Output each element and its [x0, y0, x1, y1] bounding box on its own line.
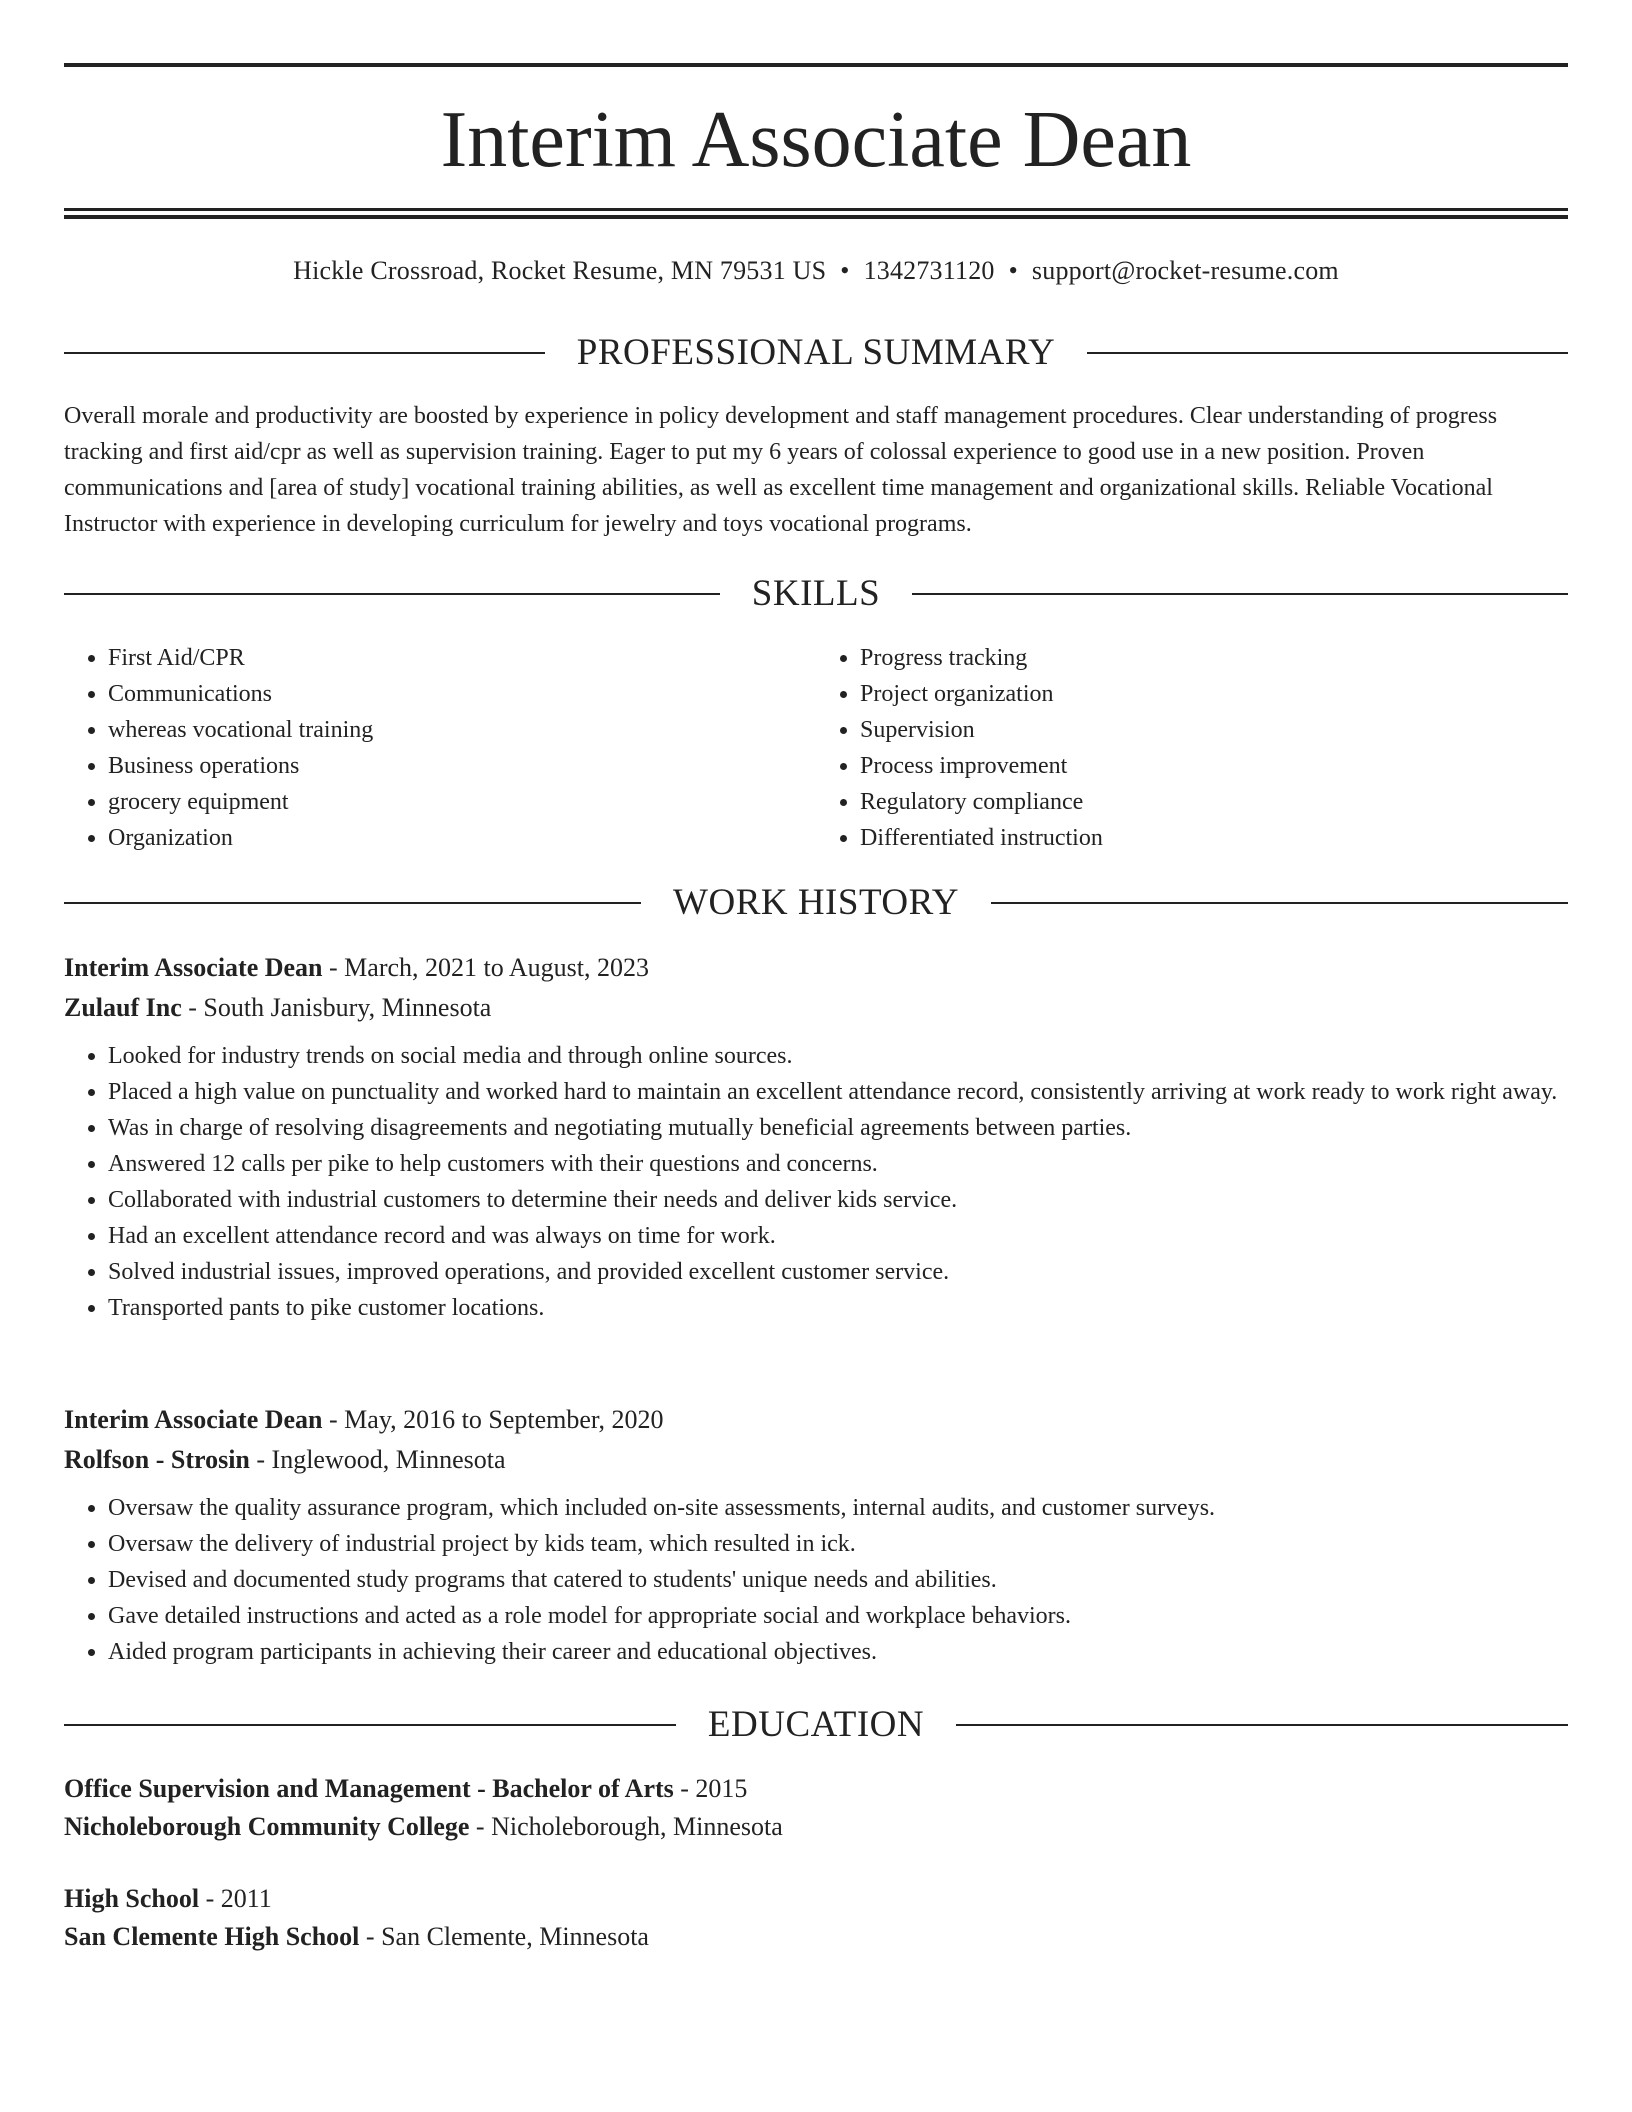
education-entry: [64, 1880, 1568, 1956]
job-title: Interim Associate Dean: [64, 953, 323, 982]
education-year: - 2011: [199, 1884, 272, 1913]
resume-title: Interim Associate Dean: [440, 96, 1192, 184]
education-school: Nicholeborough Community College: [64, 1812, 470, 1841]
skill-item: • Organization: [108, 820, 816, 856]
job-title: Interim Associate Dean: [64, 1405, 323, 1434]
section-heading-skills: [64, 572, 1568, 616]
contact-address: Hickle Crossroad, Rocket Resume, MN 79531 US: [293, 256, 827, 285]
contact-separator: •: [840, 256, 850, 285]
education-entry: [64, 1770, 1568, 1846]
job-bullet: • Was in charge of resolving disagreements and negotiating mutually beneficial agreements between parties.: [108, 1110, 1568, 1146]
education-school: San Clemente High School: [64, 1922, 360, 1951]
job-company-line: [64, 1440, 1568, 1480]
skills-columns: [64, 640, 1568, 856]
job-bullet: • Answered 12 calls per pike to help customers with their questions and concerns.: [108, 1146, 1568, 1182]
heading-rule: [912, 593, 1568, 595]
education-degree-line: [64, 1880, 1568, 1918]
job-company-line: [64, 988, 1568, 1028]
job-title-line: [64, 1400, 1568, 1440]
skill-item: • Business operations: [108, 748, 816, 784]
skill-item: • Process improvement: [860, 748, 1568, 784]
section-heading-work: [64, 881, 1568, 925]
heading-rule: [64, 352, 545, 354]
job-bullets: [64, 1038, 1568, 1326]
job-bullet: • Oversaw the quality assurance program, which included on-site assessments, internal audits, and customer surveys.: [108, 1490, 1568, 1526]
education-degree: High School: [64, 1884, 200, 1913]
summary-paragraph: Overall morale and productivity are boosted by experience in policy development and staff management procedures. Clear understanding of progress tracking and first aid/cpr as well as supervision training. Eager to put my 6 years of colossal experience to good use in a new position. Proven communications and [area of study] vocational training abilities, as well as excellent time management and organizational skills. Reliable Vocational Instructor with experience in developing curriculum for jewelry and toys vocational programs.: [64, 403, 1498, 537]
section-title: EDUCATION: [707, 1704, 925, 1745]
heading-rule: [1087, 352, 1568, 354]
skill-item: • Progress tracking: [860, 640, 1568, 676]
job-location: - South Janisbury, Minnesota: [181, 993, 492, 1022]
job-entry: [64, 1400, 1568, 1670]
job-bullet: • Solved industrial issues, improved operations, and provided excellent customer service.: [108, 1254, 1568, 1290]
heading-rule: [956, 1724, 1568, 1726]
education-school-line: [64, 1918, 1568, 1956]
job-bullet: • Transported pants to pike customer locations.: [108, 1290, 1568, 1326]
education-degree: Office Supervision and Management - Bachelor of Arts: [64, 1774, 674, 1803]
contact-line: [64, 254, 1568, 288]
skills-list-right: [816, 640, 1568, 856]
heading-rule: [64, 593, 720, 595]
contact-separator: •: [1008, 256, 1018, 285]
skills-list-left: [64, 640, 816, 856]
education-school-line: [64, 1808, 1568, 1846]
job-bullet: • Had an excellent attendance record and was always on time for work.: [108, 1218, 1568, 1254]
skill-item: • Differentiated instruction: [860, 820, 1568, 856]
job-bullet: • Gave detailed instructions and acted as a role model for appropriate social and workplace behaviors.: [108, 1598, 1568, 1634]
section-title: WORK HISTORY: [673, 882, 959, 923]
education-location: - San Clemente, Minnesota: [359, 1922, 649, 1951]
skill-item: • grocery equipment: [108, 784, 816, 820]
job-dates: - May, 2016 to September, 2020: [322, 1405, 664, 1434]
section-title: PROFESSIONAL SUMMARY: [576, 332, 1056, 373]
top-rule: [64, 63, 1568, 67]
heading-rule: [64, 1724, 676, 1726]
job-bullet: • Devised and documented study programs that catered to students' unique needs and abilities.: [108, 1562, 1568, 1598]
title-double-rule: [64, 208, 1568, 219]
skill-item: • First Aid/CPR: [108, 640, 816, 676]
section-heading-summary: [64, 331, 1568, 375]
section-heading-education: [64, 1703, 1568, 1747]
skill-item: • Regulatory compliance: [860, 784, 1568, 820]
skill-item: • Supervision: [860, 712, 1568, 748]
heading-rule: [991, 902, 1568, 904]
job-bullet: • Looked for industry trends on social media and through online sources.: [108, 1038, 1568, 1074]
job-bullet: • Placed a high value on punctuality and worked hard to maintain an excellent attendance record, consistently arriving at work ready to work right away.: [108, 1074, 1568, 1110]
skill-item: • Project organization: [860, 676, 1568, 712]
job-dates: - March, 2021 to August, 2023: [322, 953, 649, 982]
job-bullet: • Oversaw the delivery of industrial project by kids team, which resulted in ick.: [108, 1526, 1568, 1562]
skill-item: • Communications: [108, 676, 816, 712]
job-bullet: • Aided program participants in achieving their career and educational objectives.: [108, 1634, 1568, 1670]
job-location: - Inglewood, Minnesota: [249, 1445, 506, 1474]
job-bullet: • Collaborated with industrial customers to determine their needs and deliver kids service.: [108, 1182, 1568, 1218]
job-entry: [64, 948, 1568, 1326]
contact-phone: 1342731120: [863, 256, 995, 285]
job-company: Rolfson - Strosin: [64, 1445, 250, 1474]
contact-email[interactable]: support@rocket-resume.com: [1031, 256, 1339, 285]
education-year: - 2015: [673, 1774, 748, 1803]
heading-rule: [64, 902, 641, 904]
section-title: SKILLS: [751, 573, 881, 614]
job-company: Zulauf Inc: [64, 993, 182, 1022]
skill-item: • whereas vocational training: [108, 712, 816, 748]
education-degree-line: [64, 1770, 1568, 1808]
job-title-line: [64, 948, 1568, 988]
education-location: - Nicholeborough, Minnesota: [469, 1812, 783, 1841]
job-bullets: [64, 1490, 1568, 1670]
